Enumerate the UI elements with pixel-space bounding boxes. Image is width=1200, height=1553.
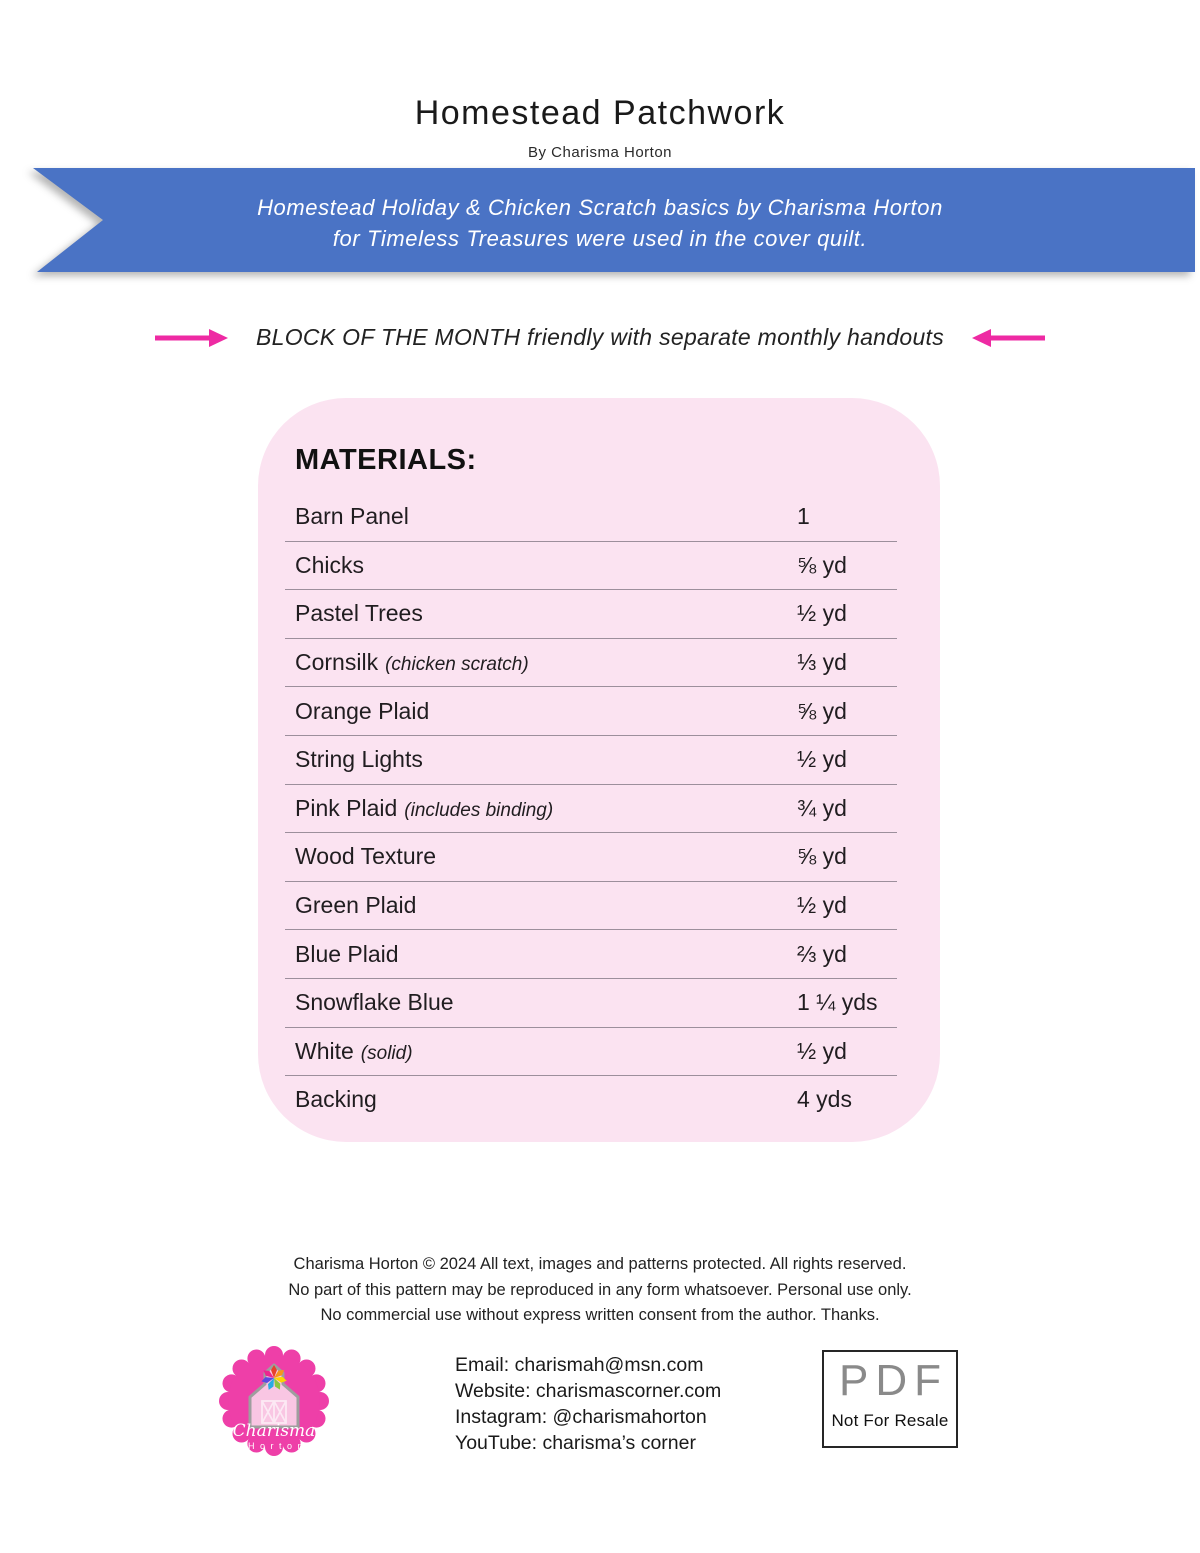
charisma-horton-logo	[218, 1345, 330, 1459]
ribbon-banner	[0, 166, 1200, 278]
material-row	[285, 1076, 897, 1124]
contact-info	[455, 1352, 721, 1456]
material-quantity: 1 ¼ yds	[797, 989, 878, 1016]
material-row	[285, 979, 897, 1028]
materials-table	[285, 493, 897, 1124]
pdf-not-for-resale-badge	[822, 1350, 958, 1448]
contact-website: Website: charismascorner.com	[455, 1380, 722, 1402]
material-quantity: 1	[797, 503, 810, 530]
material-row	[285, 736, 897, 785]
material-quantity: ¾ yd	[797, 794, 847, 821]
copyright-line2: No part of this pattern may be reproduced in any form whatsoever. Personal use only.	[288, 1280, 912, 1299]
material-quantity: ½ yd	[797, 892, 847, 919]
pdf-label: PDF	[839, 1356, 948, 1405]
contact-instagram: Instagram: @charismahorton	[455, 1406, 707, 1428]
logo-name-script: Charisma	[232, 1421, 316, 1441]
material-name: White (solid)	[295, 1037, 413, 1064]
material-name: String Lights	[295, 746, 423, 773]
material-row	[285, 639, 897, 688]
material-name: Snowflake Blue	[295, 989, 454, 1016]
material-row	[285, 1028, 897, 1077]
not-for-resale-label: Not For Resale	[831, 1411, 949, 1430]
material-name: Wood Texture	[295, 843, 437, 870]
copyright-notice	[0, 1252, 1200, 1329]
material-quantity: ½ yd	[797, 746, 847, 773]
material-name: Pink Plaid (includes binding)	[295, 794, 554, 821]
material-quantity: ½ yd	[797, 1037, 847, 1064]
page-title: Homestead Patchwork	[414, 94, 786, 132]
material-name: Barn Panel	[295, 503, 409, 530]
material-row	[285, 930, 897, 979]
copyright-line3: No commercial use without express written consent from the author. Thanks.	[320, 1306, 880, 1324]
material-row	[285, 882, 897, 931]
material-quantity: ⅓ yd	[797, 649, 847, 676]
material-row	[285, 542, 897, 591]
page-subtitle: By Charisma Horton	[527, 144, 673, 161]
material-row	[285, 590, 897, 639]
arrow-left-icon	[971, 327, 1047, 349]
material-note: (chicken scratch)	[385, 654, 529, 676]
bom-note-text: BLOCK OF THE MONTH friendly with separate monthly handouts	[255, 324, 945, 350]
material-quantity: 4 yds	[797, 1086, 852, 1113]
material-note: (includes binding)	[404, 799, 554, 821]
banner-line2: for Timeless Treasures were used in the cover quilt.	[332, 226, 868, 251]
banner-text	[0, 192, 1200, 254]
material-row	[285, 687, 897, 736]
material-quantity: ⅝ yd	[797, 843, 847, 870]
material-row	[285, 493, 897, 542]
contact-youtube: YouTube: charisma’s corner	[455, 1432, 696, 1454]
material-quantity: ⅔ yd	[797, 940, 847, 967]
material-name: Pastel Trees	[295, 600, 423, 627]
contact-email: Email: charismah@msn.com	[455, 1354, 704, 1376]
logo-name-sub: H o r t o n	[247, 1441, 305, 1451]
materials-heading: MATERIALS:	[295, 444, 477, 476]
material-quantity: ⅝ yd	[797, 551, 847, 578]
material-name: Blue Plaid	[295, 940, 399, 967]
arrow-right-icon	[153, 327, 229, 349]
material-name: Cornsilk (chicken scratch)	[295, 649, 529, 676]
material-quantity: ⅝ yd	[797, 697, 847, 724]
materials-panel	[258, 398, 940, 1142]
copyright-line1: Charisma Horton © 2024 All text, images and patterns protected. All rights reserved.	[293, 1255, 907, 1273]
material-row	[285, 833, 897, 882]
bom-note	[0, 324, 1200, 351]
material-quantity: ½ yd	[797, 600, 847, 627]
material-name: Backing	[295, 1086, 377, 1113]
material-name: Orange Plaid	[295, 697, 430, 724]
logo-icon	[218, 1345, 330, 1459]
banner-line1: Homestead Holiday & Chicken Scratch basics by Charisma Horton	[257, 195, 943, 220]
material-row	[285, 785, 897, 834]
material-name: Chicks	[295, 551, 365, 578]
material-note: (solid)	[360, 1042, 413, 1064]
material-name: Green Plaid	[295, 892, 417, 919]
